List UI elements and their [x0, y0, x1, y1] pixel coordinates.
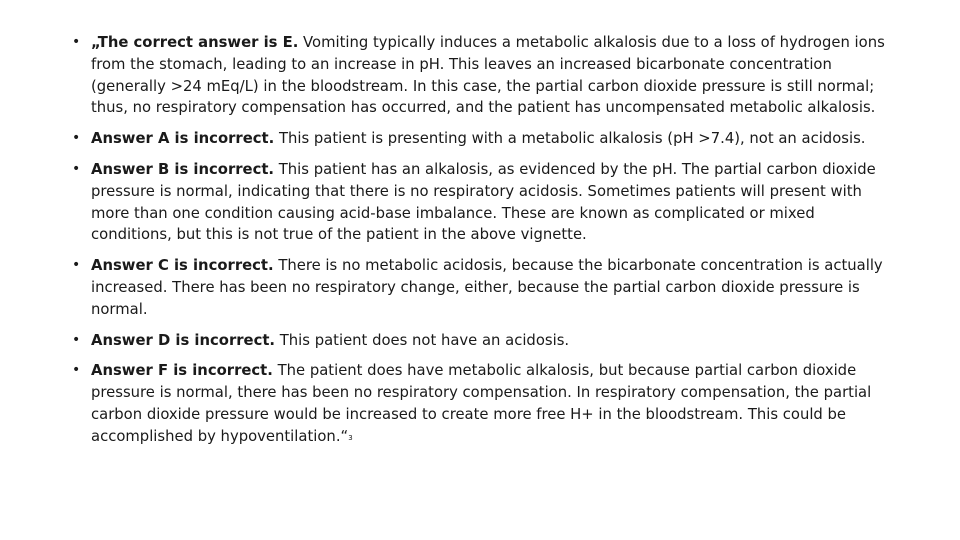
bullet-item-answer-e	[72, 32, 892, 119]
footnote-marker: 3	[348, 433, 353, 442]
bullet-item-answer-a	[72, 128, 892, 150]
bullet-dot-icon: •	[72, 130, 81, 147]
bullet-lead: Answer D is incorrect.	[91, 331, 276, 349]
bullet-body: This patient is presenting with a metabolic alkalosis (pH >7.4), not an acidosis.	[274, 130, 866, 148]
bullet-dot-icon: •	[72, 331, 81, 348]
bullet-body: The patient does have metabolic alkalosis, but because partial carbon dioxide pressure is normal, there has been no respiratory compensation. In respiratory compensation, the partial carbon dioxide pressure would be increased to create more free H+ in the bloodstream. This could be accomplished by hypoventilation.“	[91, 362, 872, 445]
bullet-dot-icon: •	[72, 257, 81, 274]
bullet-lead: „The correct answer is E.	[91, 34, 299, 51]
bullet-item-answer-d	[72, 330, 892, 352]
bullet-body: This patient does not have an acidosis.	[275, 331, 570, 349]
bullet-dot-icon: •	[72, 362, 81, 379]
bullet-body: There is no metabolic acidosis, because the bicarbonate concentration is actually increased. There has been no respiratory change, either, because the partial carbon dioxide pressure is normal.	[91, 257, 883, 318]
bullet-lead: Answer F is incorrect.	[91, 362, 273, 380]
bullet-item-answer-c	[72, 255, 892, 320]
bullet-lead: Answer B is incorrect.	[91, 160, 275, 178]
bullet-dot-icon: •	[72, 34, 81, 50]
bullet-lead: Answer A is incorrect.	[91, 130, 275, 148]
bullet-item-answer-f	[72, 360, 892, 450]
bullet-lead: Answer C is incorrect.	[91, 257, 274, 275]
bullet-body: This patient has an alkalosis, as evidenced by the pH. The partial carbon dioxide pressure is normal, indicating that there is no respiratory acidosis. Sometimes patients will present with more than one condition causing acid-base imbalance. These are known as complicated or mixed conditions, but this is not true of the patient in the above vignette.	[91, 160, 876, 244]
bullet-dot-icon: •	[72, 160, 81, 177]
bullet-list	[72, 32, 892, 460]
bullet-body: Vomiting typically induces a metabolic alkalosis due to a loss of hydrogen ions from the stomach, leading to an increase in pH. This leaves an increased bicarbonate concentration (generally >24 mEq/L) in the bloodstream. In this case, the partial carbon dioxide pressure is still normal; thus, no respiratory compensation has occurred, and the patient has uncompensated metabolic alkalosis.	[91, 34, 885, 117]
bullet-item-answer-b	[72, 159, 892, 246]
